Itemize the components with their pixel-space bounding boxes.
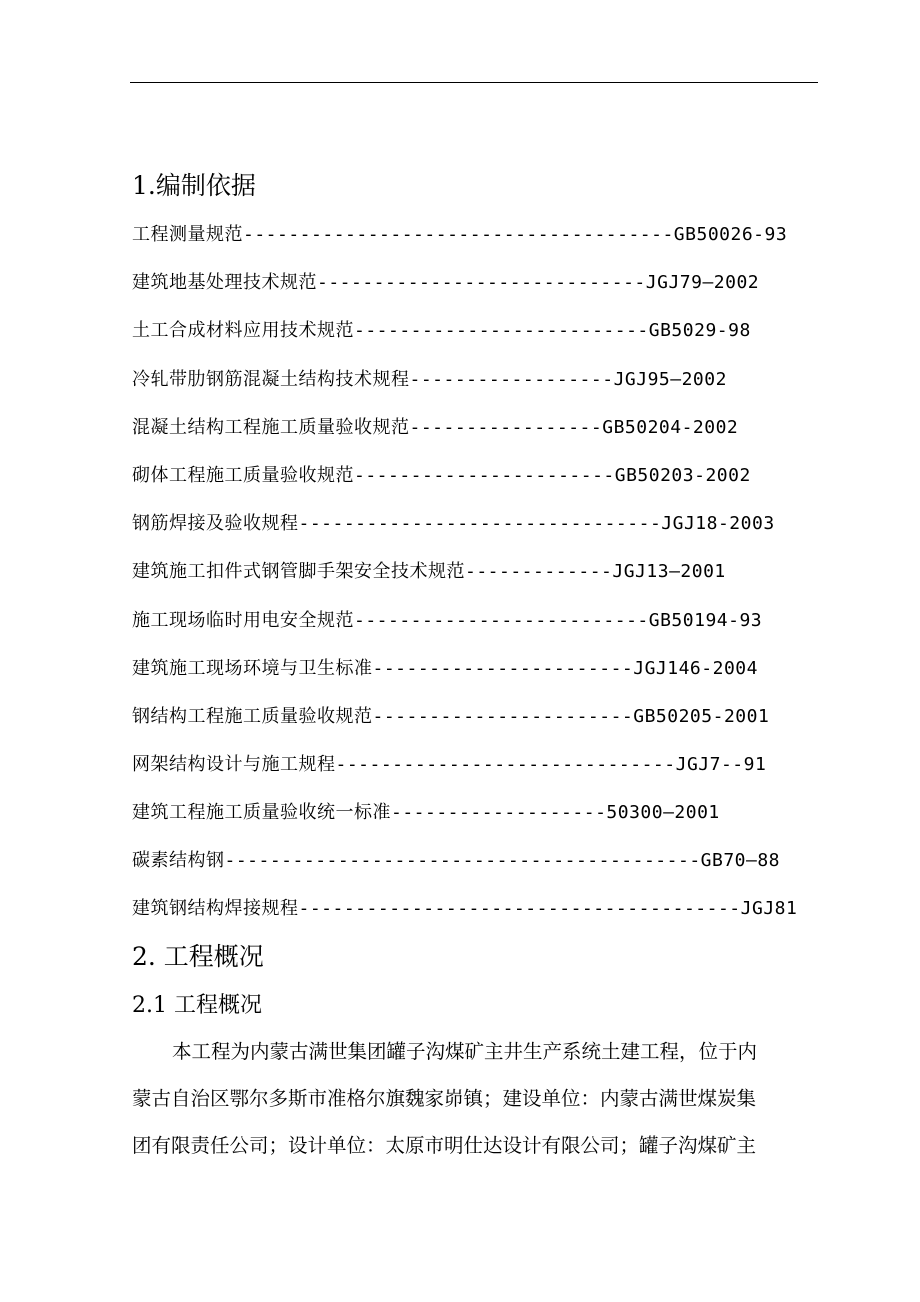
toc-entry: 工程测量规范--------------------------------------GB50026-93 (132, 224, 788, 245)
section-2-heading: 2. 工程概况 (132, 942, 264, 971)
toc-entry: 混凝土结构工程施工质量验收规范-----------------GB50204-2002 (132, 417, 739, 438)
toc-entry: 建筑地基处理技术规范-----------------------------JGJ79—2002 (132, 272, 760, 293)
header-rule (130, 82, 818, 83)
toc-entry: 土工合成材料应用技术规范--------------------------GB5029-98 (132, 320, 751, 341)
section-1-heading: 1.编制依据 (132, 171, 256, 200)
toc-entry: 建筑施工现场环境与卫生标准-----------------------JGJ146-2004 (132, 658, 758, 679)
paragraph-line: 蒙古自治区鄂尔多斯市准格尔旗魏家峁镇；建设单位：内蒙古满世煤炭集 (132, 1087, 757, 1110)
toc-entry: 冷轧带肋钢筋混凝土结构技术规程------------------JGJ95—2002 (132, 369, 727, 390)
toc-entry: 网架结构设计与施工规程------------------------------JGJ7--91 (132, 754, 767, 775)
toc-entry: 建筑施工扣件式钢管脚手架安全技术规范-------------JGJ13—2001 (132, 561, 726, 582)
toc-entry: 建筑钢结构焊接规程---------------------------------------JGJ81 (132, 898, 798, 919)
toc-entry: 钢筋焊接及验收规程--------------------------------JGJ18-2003 (132, 513, 775, 534)
toc-entry: 施工现场临时用电安全规范--------------------------GB50194-93 (132, 610, 763, 631)
paragraph-line: 团有限责任公司；设计单位：太原市明仕达设计有限公司；罐子沟煤矿主 (132, 1134, 757, 1157)
section-2-1-heading: 2.1 工程概况 (132, 993, 262, 1018)
body-paragraph (132, 1028, 822, 1169)
toc-entry: 建筑工程施工质量验收统一标准-------------------50300—2001 (132, 802, 720, 823)
toc-entry: 碳素结构钢------------------------------------------GB70—88 (132, 850, 781, 871)
paragraph-line: 本工程为内蒙古满世集团罐子沟煤矿主井生产系统土建工程，位于内 (172, 1040, 758, 1063)
toc-entry: 钢结构工程施工质量验收规范-----------------------GB50205-2001 (132, 706, 770, 727)
toc-entry: 砌体工程施工质量验收规范-----------------------GB50203-2002 (132, 465, 751, 486)
